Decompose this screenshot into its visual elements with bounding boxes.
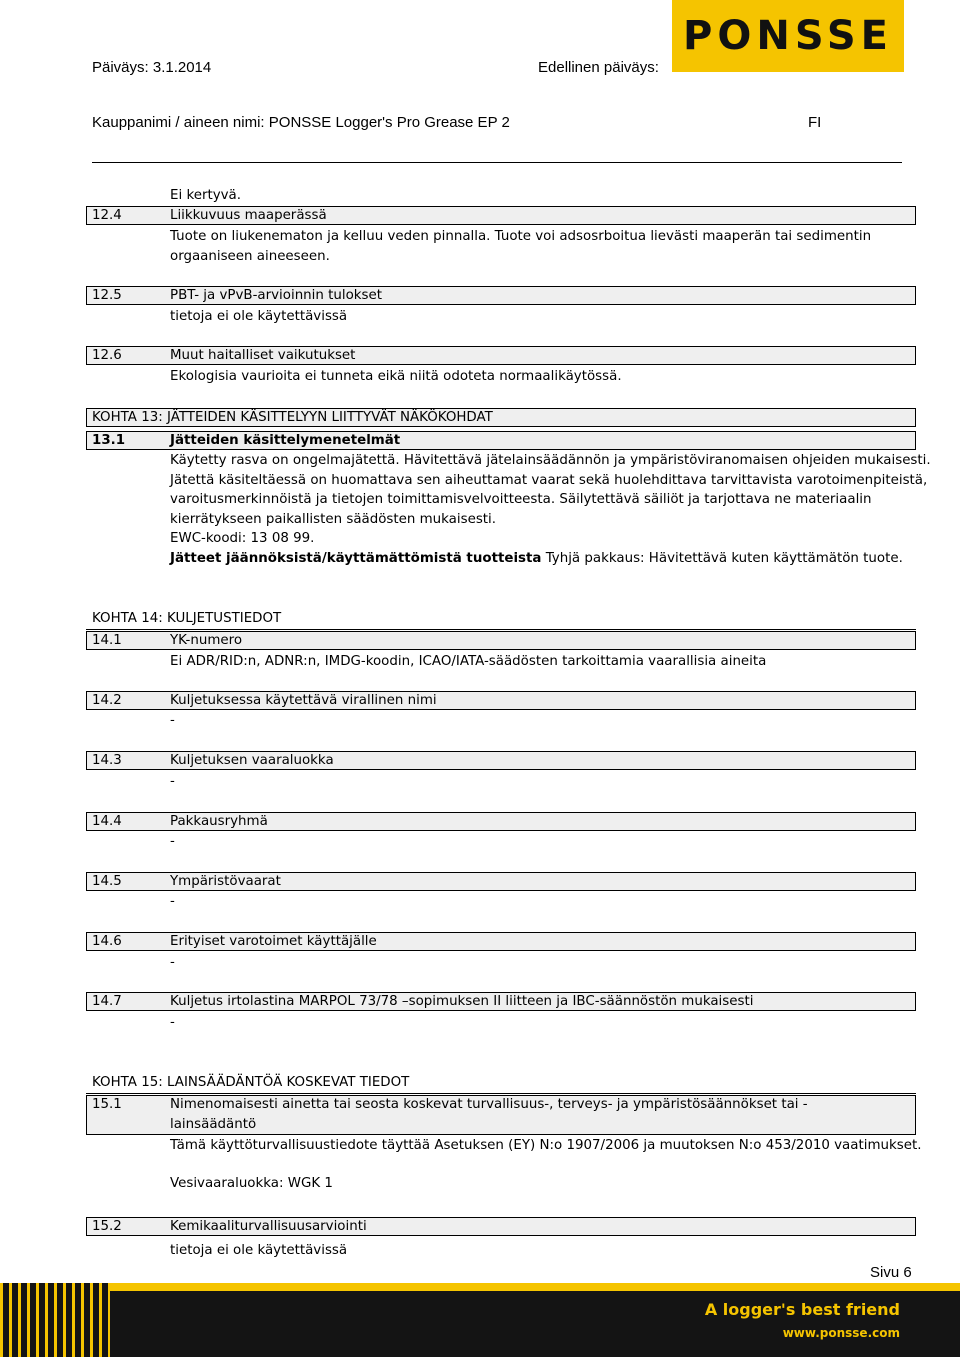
text-line: orgaaniseen aineeseen. [170, 249, 330, 264]
footer-accent [0, 1283, 960, 1291]
section-title: Kemikaaliturvallisuusarviointi [170, 1219, 367, 1234]
section-number: 15.1 [92, 1097, 122, 1112]
ponsse-logo [672, 0, 904, 72]
section-number: 12.4 [92, 208, 122, 223]
section-number: 14.6 [92, 934, 122, 949]
text-line: Tämä käyttöturvallisuustiedote täyttää Asetuksen (EY) N:o 1907/2006 ja muutoksen N:o 453/2010 vaatimukset. [170, 1138, 922, 1153]
logo-text: PONSSE [683, 13, 893, 59]
text-line: Ekologisia vaurioita ei tunneta eikä niitä odoteta normaalikäytössä. [170, 369, 622, 384]
section-title: Nimenomaisesti ainetta tai seosta koskevat turvallisuus-, terveys- ja ympäristösäännökset tai - [170, 1097, 808, 1112]
chapter-underline [86, 1093, 916, 1094]
footer-website: www.ponsse.com [782, 1326, 900, 1340]
section-number: 14.2 [92, 693, 122, 708]
section-number: 14.1 [92, 633, 122, 648]
text-line: Tuote on liukenematon ja kelluu veden pinnalla. Tuote voi adsosrboitua lievästi maaperän tai sedimentin [170, 229, 872, 244]
section-number: 14.4 [92, 814, 122, 829]
text-line: - [170, 955, 175, 970]
section-title: YK-numero [170, 633, 243, 648]
section-title-cont: lainsäädäntö [170, 1117, 257, 1132]
section-number: 12.5 [92, 288, 122, 303]
text-line: tietoja ei ole käytettävissä [170, 309, 348, 324]
text-line: - [170, 774, 175, 789]
section-number: 13.1 [92, 433, 126, 448]
text-line: Jätettä käsiteltäessä on huomattava sen aiheuttamat vaarat sekä huolehdittava tarvittavista varotoimenpiteistä, [170, 473, 928, 488]
text-line: - [170, 1015, 175, 1030]
text-line: EWC-koodi: 13 08 99. [170, 531, 315, 546]
text-line: - [170, 713, 175, 728]
section-title: Kuljetuksessa käytettävä virallinen nimi [170, 693, 437, 708]
footer-slogan: A logger's best friend [704, 1300, 900, 1319]
text-line: Vesivaaraluokka: WGK 1 [170, 1176, 333, 1191]
section-title: Kuljetus irtolastina MARPOL 73/78 –sopimuksen II liitteen ja IBC-säännöstön mukaisesti [170, 994, 754, 1009]
footer-band [0, 1283, 960, 1357]
chapter-heading: KOHTA 14: KULJETUSTIEDOT [92, 611, 282, 626]
text-line: Käytetty rasva on ongelmajätettä. Hävitettävä jätelainsäädännön ja ympäristöviranomaisen ohjeiden mukaisesti. [170, 453, 931, 468]
section-title: Kuljetuksen vaaraluokka [170, 753, 334, 768]
chapter-heading: KOHTA 13: JÄTTEIDEN KÄSITTELYYN LIITTYVÄT NÄKÖKOHDAT [92, 410, 493, 425]
section-title: Ympäristövaarat [170, 874, 281, 889]
section-title: Erityiset varotoimet käyttäjälle [170, 934, 377, 949]
header-divider [92, 162, 902, 163]
section-title: Pakkausryhmä [170, 814, 268, 829]
section-number: 14.5 [92, 874, 122, 889]
section-number: 15.2 [92, 1219, 122, 1234]
section-title: PBT- ja vPvB-arvioinnin tulokset [170, 288, 383, 303]
page-number: Sivu 6 [870, 1264, 912, 1281]
product-name: Kauppanimi / aineen nimi: PONSSE Logger's Pro Grease EP 2 [92, 114, 510, 131]
text-line: Ei ADR/RID:n, ADNR:n, IMDG-koodin, ICAO/IATA-säädösten tarkoittamia vaarallisia aineita [170, 654, 767, 669]
section-title: Liikkuvuus maaperässä [170, 208, 327, 223]
text-line: tietoja ei ole käytettävissä [170, 1243, 348, 1258]
language-code: FI [808, 114, 822, 131]
chapter-underline [86, 629, 916, 630]
date-label: Päiväys: 3.1.2014 [92, 59, 212, 76]
waste-note: Jätteet jäännöksistä/käyttämättömistä tuotteista Tyhjä pakkaus: Hävitettävä kuten käyttämätön tuote. [170, 551, 903, 566]
text-line: kierrätykseen paikallisten säädösten mukaisesti. [170, 512, 497, 527]
text-line: - [170, 894, 175, 909]
section-number: 12.6 [92, 348, 122, 363]
section-title: Jätteiden käsittelymenetelmät [170, 433, 401, 448]
chapter-heading: KOHTA 15: LAINSÄÄDÄNTÖÄ KOSKEVAT TIEDOT [92, 1075, 410, 1090]
text-line: varoitusmerkinnöistä ja tietojen toimittamisvelvoitteesta. Säilytettävä säiliöt ja tarjottava ne materiaalin [170, 492, 872, 507]
previous-date-label: Edellinen päiväys: [538, 59, 659, 76]
section-title: Muut haitalliset vaikutukset [170, 348, 356, 363]
text-line: Ei kertyvä. [170, 188, 242, 203]
text-line: - [170, 834, 175, 849]
footer-stripes [0, 1283, 110, 1357]
section-number: 14.3 [92, 753, 122, 768]
section-number: 14.7 [92, 994, 122, 1009]
